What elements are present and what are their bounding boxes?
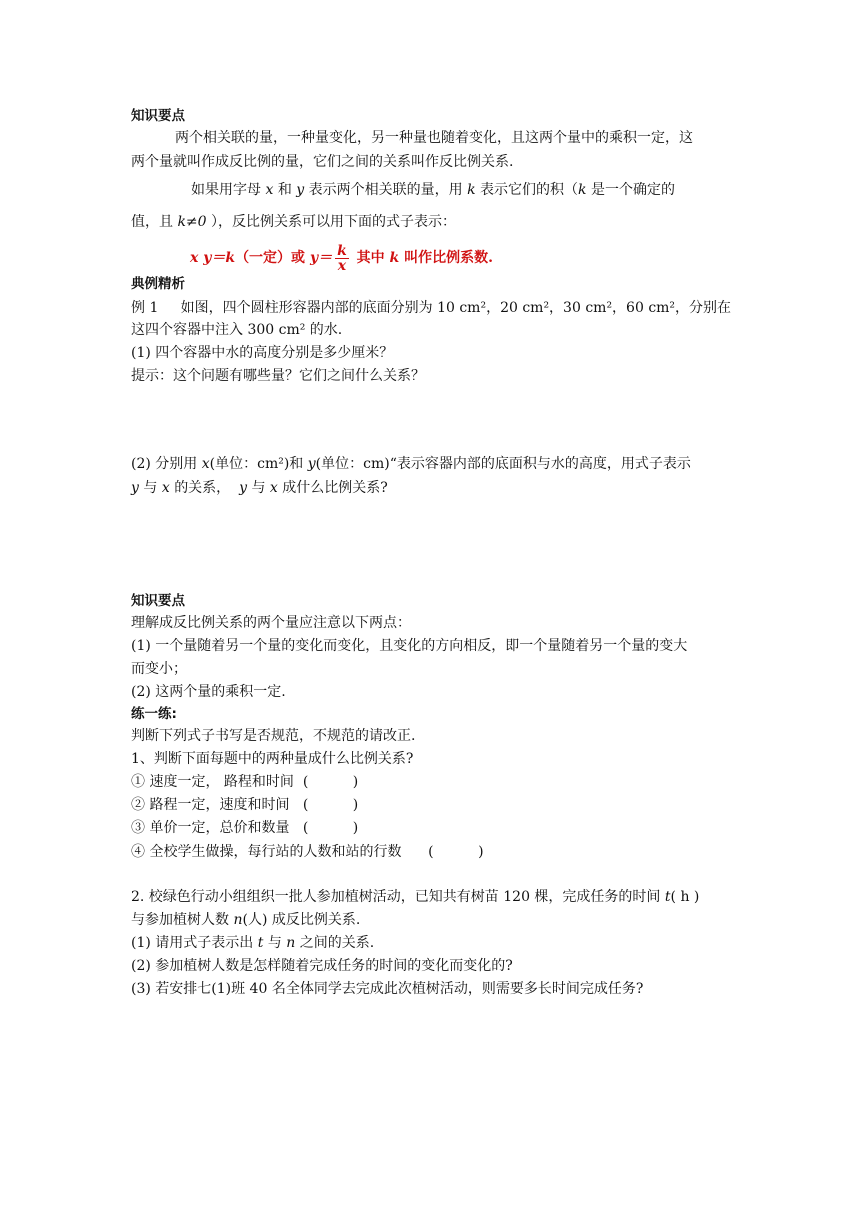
formula-intro-line: 值，且 k≠0 ），反比例关系可以用下面的式子表示： [131,214,457,230]
section-heading: 练一练: [131,706,177,722]
exercise-line: 与参加植树人数 n(人) 成反比例关系. [131,912,361,928]
judgment-item: ② 路程一定，速度和时间 ( ) [131,797,359,813]
definition-line: 两个量就叫作成反比例的量，它们之间的关系叫作反比例关系. [131,154,514,170]
example-line: 这四个容器中注入 300 cm² 的水. [131,322,343,338]
point-line: (2) 这两个量的乘积一定. [131,684,286,700]
section-heading: 知识要点 [131,108,185,124]
example-line: 例 1 如图，四个圆柱形容器内部的底面分别为 10 cm²，20 cm²，30 cm²，60 cm²，分别在 [131,300,732,316]
exercise-line: (1) 请用式子表示出 t 与 n 之间的关系. [131,935,375,951]
section-heading: 典例精析 [131,276,185,292]
point-line: 而变小； [131,661,187,677]
question-line: (2) 分别用 x(单位：cm²)和 y(单位：cm)“表示容器内部的底面积与水的高度，用式子表示 [131,456,691,472]
judgment-item: ① 速度一定， 路程和时间 ( ) [131,774,359,790]
formula-intro-line: 如果用字母 x 和 y 表示两个相关联的量，用 k 表示它们的积（k 是一个确定的 [191,182,675,198]
exercise-line: (2) 参加植树人数是怎样随着完成任务的时间的变化而变化的? [131,958,513,974]
judgment-item: ④ 全校学生做操，每行站的人数和站的行数 ( ) [131,844,484,860]
question-line: (1) 四个容器中水的高度分别是多少厘米？ [131,345,394,361]
exercise-line: (3) 若安排七(1)班 40 名全体同学去完成此次植树活动，则需要多长时间完成任务? [131,981,644,997]
question-line: y 与 x 的关系， y 与 x 成什么比例关系? [131,480,388,496]
fraction: $\frac{k}{x}$ [337,242,347,274]
point-line: (1) 一个量随着另一个量的变化而变化，且变化的方向相反，即一个量随着另一个量的变大 [131,638,688,654]
inverse-proportion-formula: x y＝k（一定）或 y＝ $\frac{k}{x}$ 其中 k 叫作比例系数. [190,242,493,274]
exercise-line: 1、判断下面每题中的两种量成什么比例关系? [131,751,414,767]
definition-line: 两个相关联的量，一种量变化，另一种量也随着变化，且这两个量中的乘积一定，这 [175,130,693,146]
exercise-line: 判断下列式子书写是否规范，不规范的请改正. [131,728,416,744]
point-line: 理解成反比例关系的两个量应注意以下两点： [131,615,411,631]
exercise-line: 2. 校绿色行动小组组织一批人参加植树活动，已知共有树苗 120 棵，完成任务的时间 t( h ) [131,889,700,905]
judgment-item: ③ 单价一定，总价和数量 ( ) [131,820,359,836]
hint-line: 提示：这个问题有哪些量？它们之间什么关系？ [131,368,425,384]
section-heading: 知识要点 [131,593,185,609]
